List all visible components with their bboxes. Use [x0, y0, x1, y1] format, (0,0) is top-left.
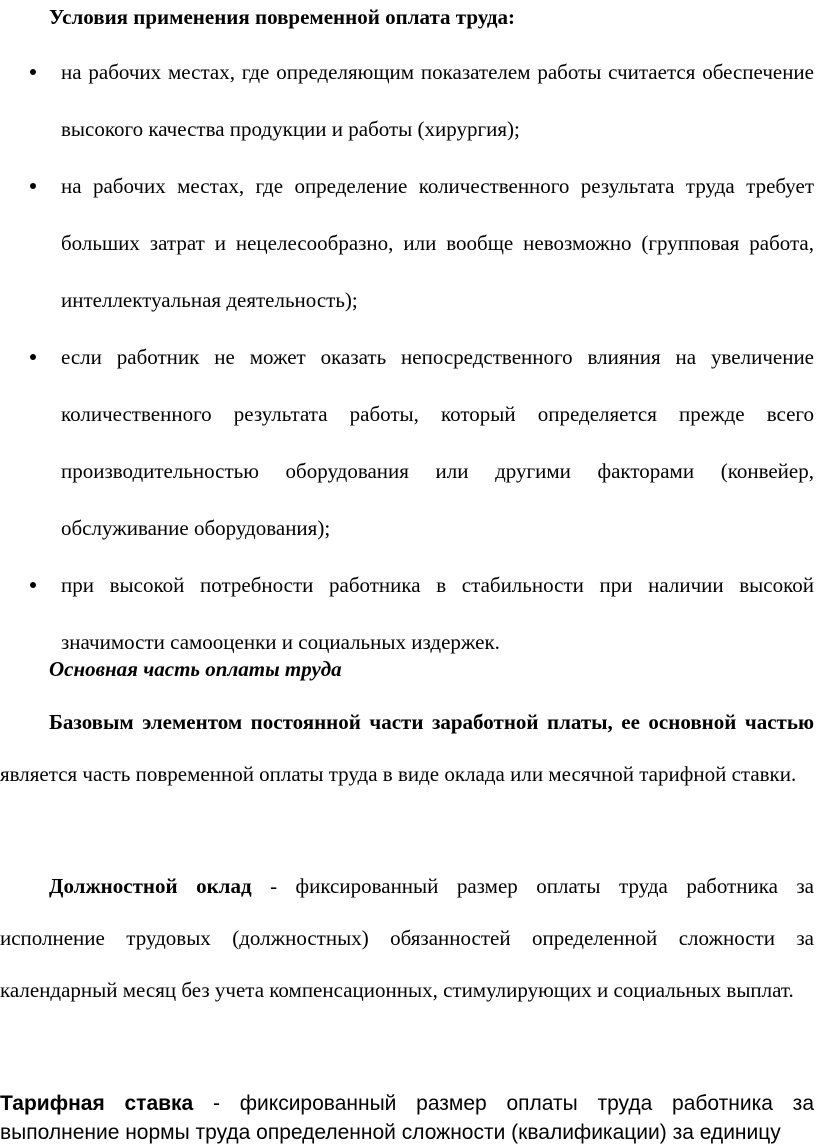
bullet-icon	[30, 354, 36, 360]
bullet-icon	[30, 69, 36, 75]
paragraph-text: - фиксированный размер оплаты труда работника за исполнение трудовых (должностных) обязанностей определенной сложности за календарный месяц без учета компенсационных, стимулирующих и социальных выплат.	[0, 874, 814, 1002]
paragraph-text: - фиксированный размер оплаты труда работника за выполнение нормы труда определенной сложности (квалификации) за единицу	[0, 1092, 814, 1144]
tariff-definition-paragraph	[0, 1089, 814, 1147]
list-item-text: на рабочих местах, где определение количественного результата труда требует больших затрат и нецелесообразно, или вообще невозможно (групповая работа, интеллектуальная деятельность);	[61, 174, 814, 312]
base-element-paragraph	[0, 696, 814, 800]
conditions-list	[0, 44, 816, 671]
section-heading: Условия применения повременной оплата труда:	[49, 5, 516, 29]
bullet-icon	[30, 582, 36, 588]
list-item	[0, 44, 816, 158]
salary-definition-paragraph	[0, 860, 814, 1016]
paragraph-text: является часть повременной оплаты труда в виде оклада или месячной тарифной ставки.	[0, 762, 797, 786]
list-item-text: если работник не может оказать непосредственного влияния на увеличение количественного результата работы, который определяется прежде всего производительностью оборудования или другими факторами (конвейер, обслуживание оборудования);	[61, 345, 814, 540]
bold-term: Должностной оклад	[49, 874, 252, 898]
bold-term: Базовым элементом постоянной части заработной платы, ее основной частью	[49, 710, 814, 734]
list-item	[0, 158, 816, 329]
list-item-text: при высокой потребности работника в стабильности при наличии высокой значимости самооценки и социальных издержек.	[61, 573, 814, 654]
list-item-text: на рабочих местах, где определяющим показателем работы считается обеспечение высокого качества продукции и работы (хирургия);	[61, 60, 814, 141]
bold-term: Тарифная ставка	[0, 1092, 194, 1115]
list-item	[0, 329, 816, 557]
bullet-icon	[30, 183, 36, 189]
subsection-heading: Основная часть оплаты труда	[49, 657, 342, 681]
